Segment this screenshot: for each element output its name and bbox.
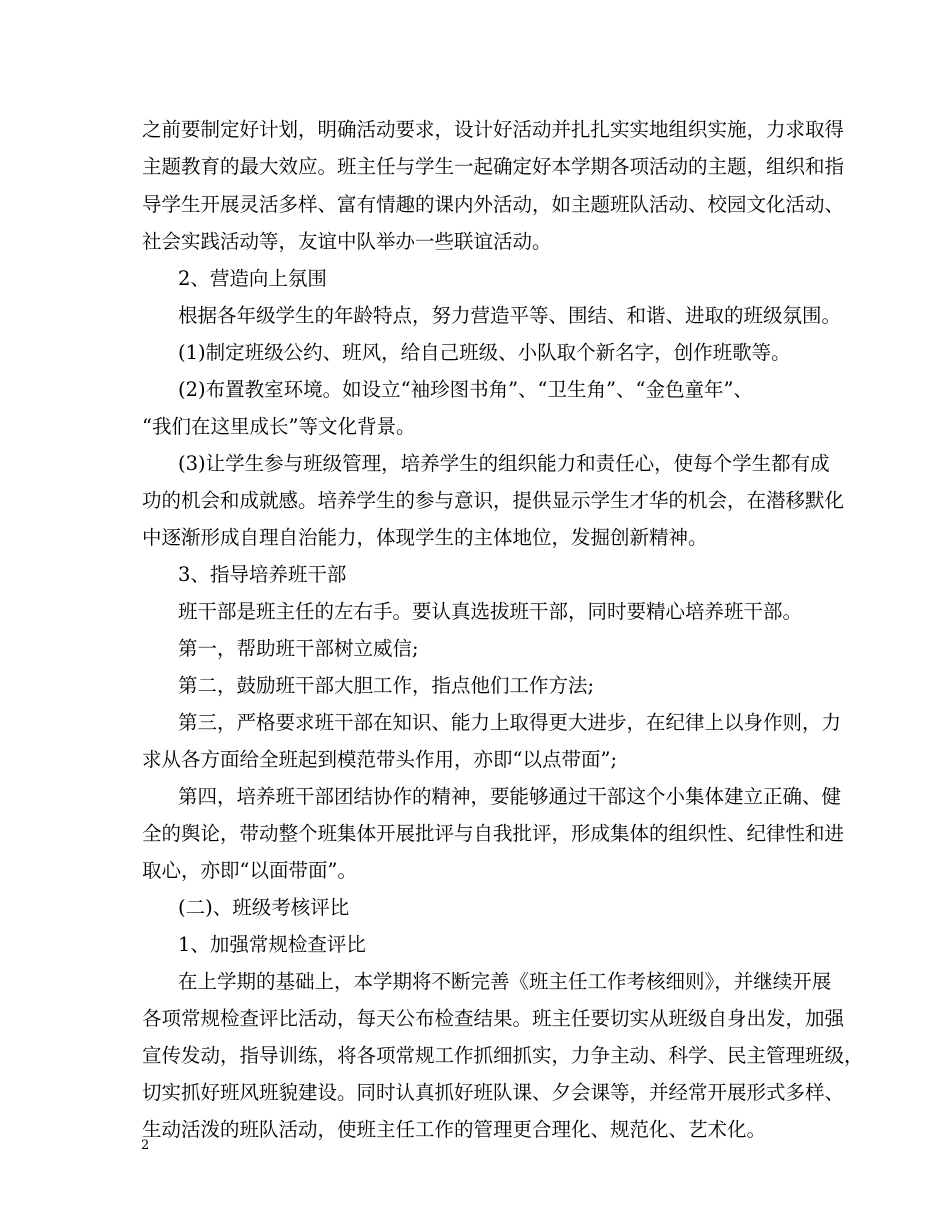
section-heading: 1、加强常规检查评比 (178, 933, 366, 956)
text-line: 导学生开展灵活多样、富有情趣的课内外活动，如主题班队活动、校园文化活动、 (142, 193, 845, 216)
text-line: (1)制定班级公约、班风，给自己班级、小队取个新名字，创作班歌等。 (178, 341, 791, 364)
text-line: 社会实践活动等，友谊中队举办一些联谊活动。 (142, 230, 552, 253)
text-line: 第一，帮助班干部树立威信; (178, 637, 419, 660)
text-line: 班干部是班主任的左右手。要认真选拔班干部，同时要精心培养班干部。 (178, 600, 803, 623)
text-line: 第四，培养班干部团结协作的精神，要能够通过干部这个小集体建立正确、健 (178, 785, 842, 808)
section-heading: 2、营造向上氛围 (178, 267, 327, 290)
text-line: 生动活泼的班队活动，使班主任工作的管理更合理化、规范化、艺术化。 (142, 1118, 767, 1141)
text-line: 第三，严格要求班干部在知识、能力上取得更大进步，在纪律上以身作则，力 (178, 711, 842, 734)
page-number: 2 (141, 1138, 150, 1153)
text-line: 之前要制定好计划，明确活动要求，设计好活动并扎扎实实地组织实施，力求取得 (142, 118, 845, 141)
text-line: 切实抓好班风班貌建设。同时认真抓好班队课、夕会课等，并经常开展形式多样、 (142, 1081, 845, 1104)
text-line: 中逐渐形成自理自治能力，体现学生的主体地位，发掘创新精神。 (142, 526, 708, 549)
section-heading: 3、指导培养班干部 (178, 563, 347, 586)
text-line: (3)让学生参与班级管理，培养学生的组织能力和责任心，使每个学生都有成 (178, 452, 830, 475)
text-line: 在上学期的基础上，本学期将不断完善《班主任工作考核细则》，并继续开展 (178, 970, 832, 993)
section-heading: (二)、班级考核评比 (178, 896, 350, 919)
text-line: 全的舆论，带动整个班集体开展批评与自我批评，形成集体的组织性、纪律性和进 (142, 822, 845, 845)
text-line: (2)布置教室环境。如设立“袖珍图书角”、“卫生角”、“金色童年”、 (178, 378, 753, 401)
text-line: 功的机会和成就感。培养学生的参与意识，提供显示学生才华的机会，在潜移默化 (142, 489, 845, 512)
text-line: 求从各方面给全班起到模范带头作用，亦即“以点带面”; (142, 748, 618, 771)
text-line: 根据各年级学生的年龄特点，努力营造平等、围结、和谐、进取的班级氛围。 (178, 304, 842, 327)
text-line: 宣传发动，指导训练，将各项常规工作抓细抓实，力争主动、科学、民主管理班级， (142, 1044, 864, 1067)
text-line: 取心，亦即“以面带面”。 (142, 859, 357, 882)
text-line: 主题教育的最大效应。班主任与学生一起确定好本学期各项活动的主题，组织和指 (142, 155, 845, 178)
text-line: “我们在这里成长”等文化背景。 (142, 415, 416, 438)
text-line: 第二，鼓励班干部大胆工作，指点他们工作方法; (178, 674, 595, 697)
text-line: 各项常规检查评比活动，每天公布检查结果。班主任要切实从班级自身出发，加强 (142, 1007, 845, 1030)
